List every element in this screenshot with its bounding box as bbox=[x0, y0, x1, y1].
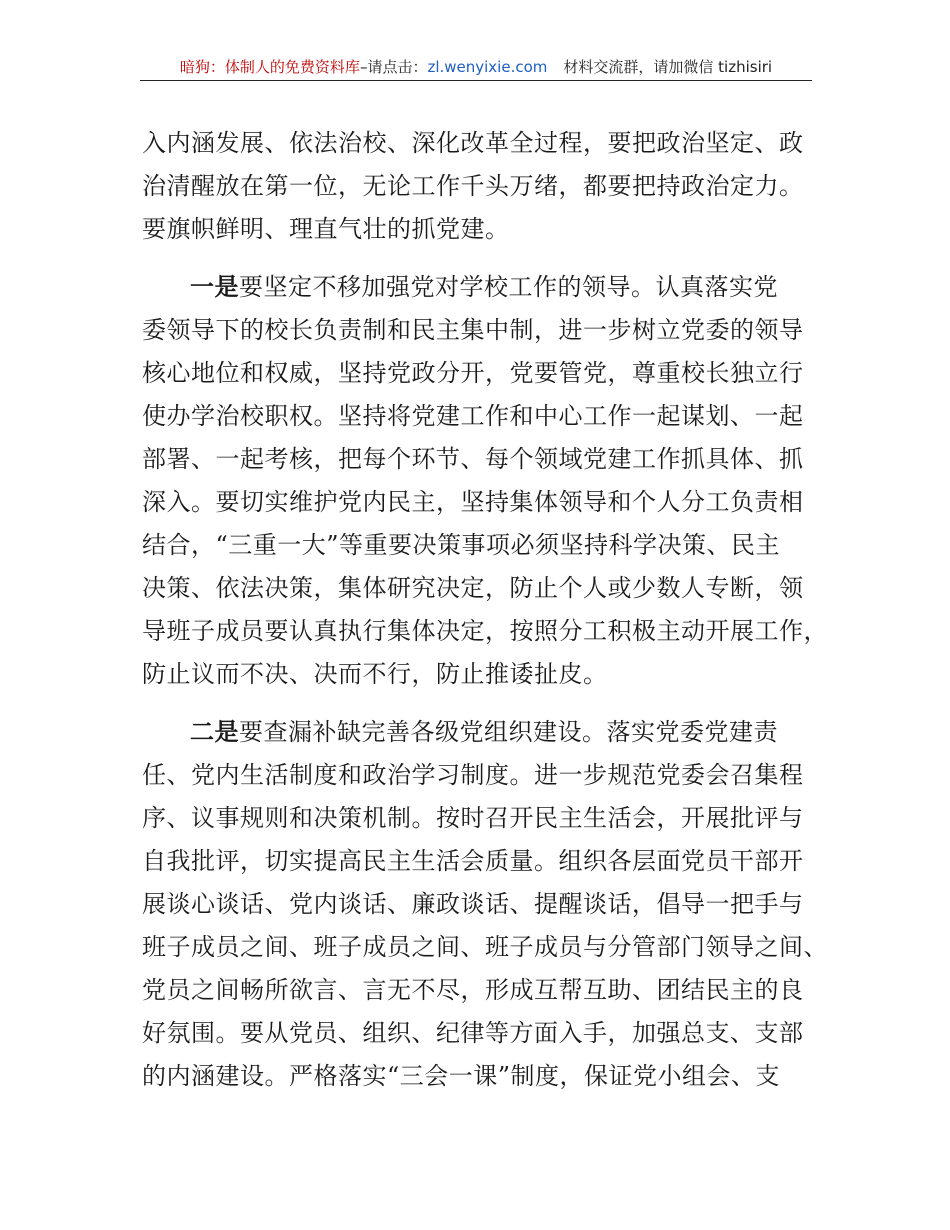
section-two-first-text: 要查漏补缺完善各级党组织建设。落实党委党建责 bbox=[239, 718, 778, 746]
section-two-first-line bbox=[142, 710, 832, 754]
section-two-lead: 二是 bbox=[190, 717, 239, 746]
header-url-link[interactable]: zl.wenyixie.com bbox=[427, 58, 548, 76]
section-two-paragraph bbox=[142, 710, 832, 1098]
text-line: 党员之间畅所欲言、言无不尽，形成互帮互助、团结民主的良 bbox=[142, 976, 804, 1004]
header-prompt: –请点击： bbox=[359, 58, 428, 76]
header-site-name: 暗狗：体制人的免费资料库 bbox=[179, 58, 360, 76]
text-line: 的内涵建设。严格落实“三会一课”制度，保证党小组会、支 bbox=[142, 1062, 781, 1090]
text-line: 自我批评，切实提高民主生活会质量。组织各层面党员干部开 bbox=[142, 847, 804, 875]
text-line: 展谈心谈话、党内谈话、廉政谈话、提醒谈话，倡导一把手与 bbox=[142, 890, 804, 918]
page-header bbox=[140, 56, 812, 81]
text-line: 入内涵发展、依法治校、深化改革全过程，要把政治坚定、政 bbox=[142, 129, 804, 157]
section-one-lead: 一是 bbox=[190, 272, 239, 301]
header-group-info: 材料交流群，请加微信 tizhisiri bbox=[563, 58, 773, 76]
text-line: 导班子成员要认真执行集体决定，按照分工积极主动开展工作， bbox=[142, 617, 828, 645]
section-one-paragraph bbox=[142, 265, 832, 696]
text-line: 序、议事规则和决策机制。按时召开民主生活会，开展批评与 bbox=[142, 804, 804, 832]
text-line: 深入。要切实维护党内民主，坚持集体领导和个人分工负责相 bbox=[142, 488, 804, 516]
text-line: 结合，“三重一大”等重要决策事项必须坚持科学决策、民主 bbox=[142, 531, 781, 559]
text-line: 决策、依法决策，集体研究决定，防止个人或少数人专断，领 bbox=[142, 574, 804, 602]
text-line: 好氛围。要从党员、组织、纪律等方面入手，加强总支、支部 bbox=[142, 1019, 804, 1047]
intro-paragraph bbox=[142, 122, 832, 251]
text-line: 任、党内生活制度和政治学习制度。进一步规范党委会召集程 bbox=[142, 761, 804, 789]
document-body bbox=[142, 122, 832, 1098]
section-one-first-text: 要坚定不移加强党对学校工作的领导。认真落实党 bbox=[239, 273, 778, 301]
text-line: 要旗帜鲜明、理直气壮的抓党建。 bbox=[142, 215, 510, 243]
text-line: 部署、一起考核，把每个环节、每个领域党建工作抓具体、抓 bbox=[142, 445, 804, 473]
text-line: 使办学治校职权。坚持将党建工作和中心工作一起谋划、一起 bbox=[142, 402, 804, 430]
section-one-first-line bbox=[142, 265, 832, 309]
text-line: 核心地位和权威，坚持党政分开，党要管党，尊重校长独立行 bbox=[142, 359, 804, 387]
text-line: 治清醒放在第一位，无论工作千头万绪，都要把持政治定力。 bbox=[142, 172, 804, 200]
text-line: 委领导下的校长负责制和民主集中制，进一步树立党委的领导 bbox=[142, 316, 804, 344]
text-line: 班子成员之间、班子成员之间、班子成员与分管部门领导之间、 bbox=[142, 933, 828, 961]
text-line: 防止议而不决、决而不行，防止推诿扯皮。 bbox=[142, 660, 608, 688]
